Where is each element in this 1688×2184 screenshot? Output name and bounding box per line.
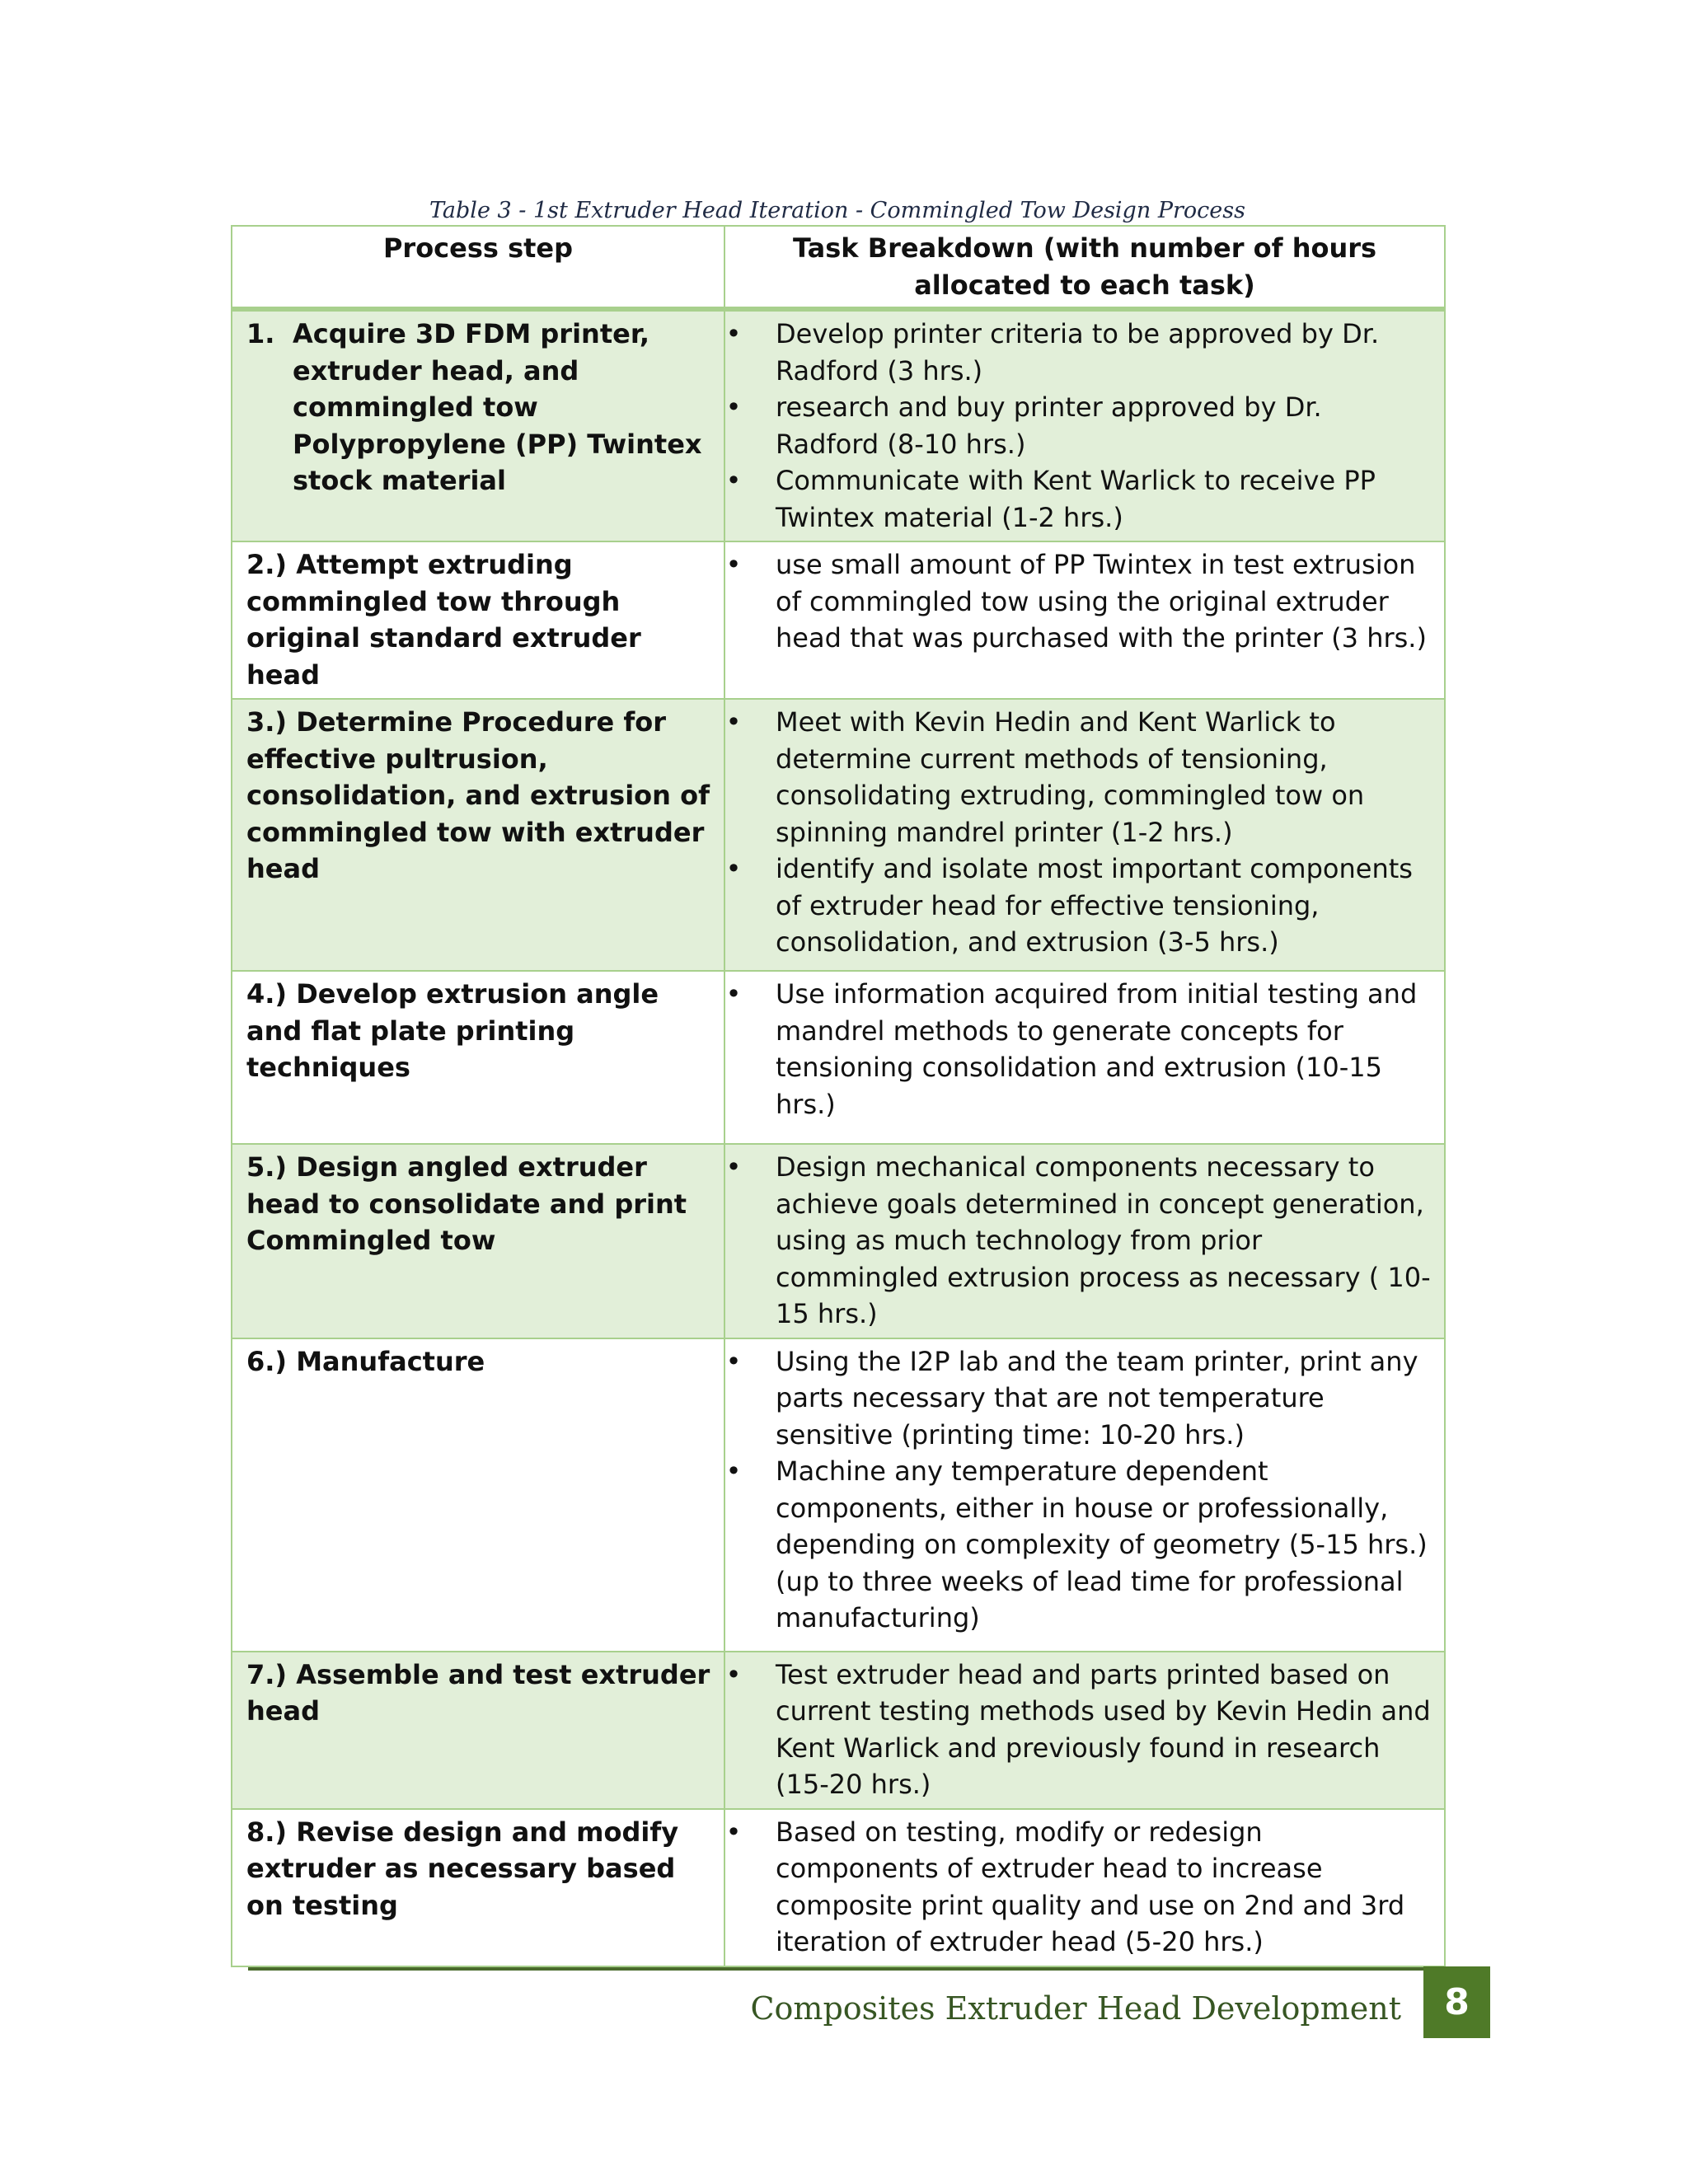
table-row <box>232 1338 1445 1652</box>
process-step-cell: 7.) Assemble and test extruder head <box>232 1652 724 1809</box>
page-number: 8 <box>1444 1981 1470 2023</box>
task-cell <box>724 541 1445 699</box>
process-step-cell: 2.) Attempt extruding commingled tow through original standard extruder head <box>232 541 724 699</box>
task-cell <box>724 1338 1445 1652</box>
footer-title: Composites Extruder Head Development <box>750 1990 1401 2027</box>
task-item: • Meet with Kevin Hedin and Kent Warlick to determine current methods of tensioning, consolidating extruding, commingled tow on spinning mandrel printer (1-2 hrs.) <box>725 704 1432 851</box>
table-row <box>232 1809 1445 1966</box>
header-task-breakdown: Task Breakdown (with number of hours allocated to each task) <box>724 226 1445 309</box>
page-number-badge <box>1423 1966 1490 2038</box>
task-item: • research and buy printer approved by Dr. Radford (8-10 hrs.) <box>725 389 1432 462</box>
task-item: • Develop printer criteria to be approved by Dr. Radford (3 hrs.) <box>725 316 1432 389</box>
process-step-cell <box>232 309 724 541</box>
bullet-icon: • <box>725 1658 742 1690</box>
task-cell <box>724 1652 1445 1809</box>
table-row <box>232 699 1445 971</box>
task-item: • Design mechanical components necessary to achieve goals determined in concept generation, using as much technology from prior commingled extrusion process as necessary ( 10-15 hrs.) <box>725 1149 1432 1333</box>
task-item: • Use information acquired from initial testing and mandrel methods to generate concepts for tensioning consolidation and extrusion (10-15 hrs.) <box>725 976 1432 1122</box>
bullet-icon: • <box>725 1151 742 1183</box>
step-text: Acquire 3D FDM printer, extruder head, and commingled tow Polypropylene (PP) Twintex stock material <box>293 318 702 496</box>
bullet-icon: • <box>725 1455 742 1487</box>
bullet-icon: • <box>725 853 742 884</box>
task-item: • Machine any temperature dependent components, either in house or professionally, depending on complexity of geometry (5-15 hrs.) (up to three weeks of lead time for professional manufacturing) <box>725 1453 1432 1637</box>
task-cell <box>724 309 1445 541</box>
bullet-icon: • <box>725 549 742 580</box>
task-item: • use small amount of PP Twintex in test extrusion of commingled tow using the original extruder head that was purchased with the printer (3 hrs.) <box>725 546 1432 657</box>
process-step-cell: 6.) Manufacture <box>232 1338 724 1652</box>
bullet-icon: • <box>725 391 742 423</box>
task-item: • Test extruder head and parts printed based on current testing methods used by Kevin Hedin and Kent Warlick and previously found in research (15-20 hrs.) <box>725 1657 1432 1803</box>
process-step-cell: 5.) Design angled extruder head to consolidate and print Commingled tow <box>232 1144 724 1338</box>
table-row <box>232 971 1445 1144</box>
table-row <box>232 541 1445 699</box>
task-item: • Communicate with Kent Warlick to receive PP Twintex material (1-2 hrs.) <box>725 462 1432 536</box>
header-process-step: Process step <box>232 226 724 309</box>
task-cell <box>724 1809 1445 1966</box>
table-row <box>232 309 1445 541</box>
task-cell <box>724 971 1445 1144</box>
bullet-icon: • <box>725 706 742 738</box>
task-item: • identify and isolate most important components of extruder head for effective tensioning, consolidation, and extrusion (3-5 hrs.) <box>725 851 1432 961</box>
bullet-icon: • <box>725 318 742 349</box>
table-row <box>232 1652 1445 1809</box>
process-step-cell: 8.) Revise design and modify extruder as necessary based on testing <box>232 1809 724 1966</box>
task-item: • Using the I2P lab and the team printer, print any parts necessary that are not temperature sensitive (printing time: 10-20 hrs.) <box>725 1343 1432 1454</box>
bullet-icon: • <box>725 978 742 1010</box>
process-table <box>231 225 1446 1967</box>
table-caption: Table 3 - 1st Extruder Head Iteration - Commingled Tow Design Process <box>429 198 1245 223</box>
process-step-cell: 4.) Develop extrusion angle and flat plate printing techniques <box>232 971 724 1144</box>
bullet-icon: • <box>725 465 742 496</box>
bullet-icon: • <box>725 1816 742 1848</box>
table-row <box>232 1144 1445 1338</box>
step-number: 1. <box>246 318 275 349</box>
bullet-icon: • <box>725 1345 742 1377</box>
task-cell <box>724 699 1445 971</box>
table-header-row <box>232 226 1445 309</box>
task-item: • Based on testing, modify or redesign components of extruder head to increase composite print quality and use on 2nd and 3rd iteration of extruder head (5-20 hrs.) <box>725 1814 1432 1961</box>
footer-divider <box>248 1967 1424 1971</box>
process-step-cell: 3.) Determine Procedure for effective pultrusion, consolidation, and extrusion of commingled tow with extruder head <box>232 699 724 971</box>
task-cell <box>724 1144 1445 1338</box>
